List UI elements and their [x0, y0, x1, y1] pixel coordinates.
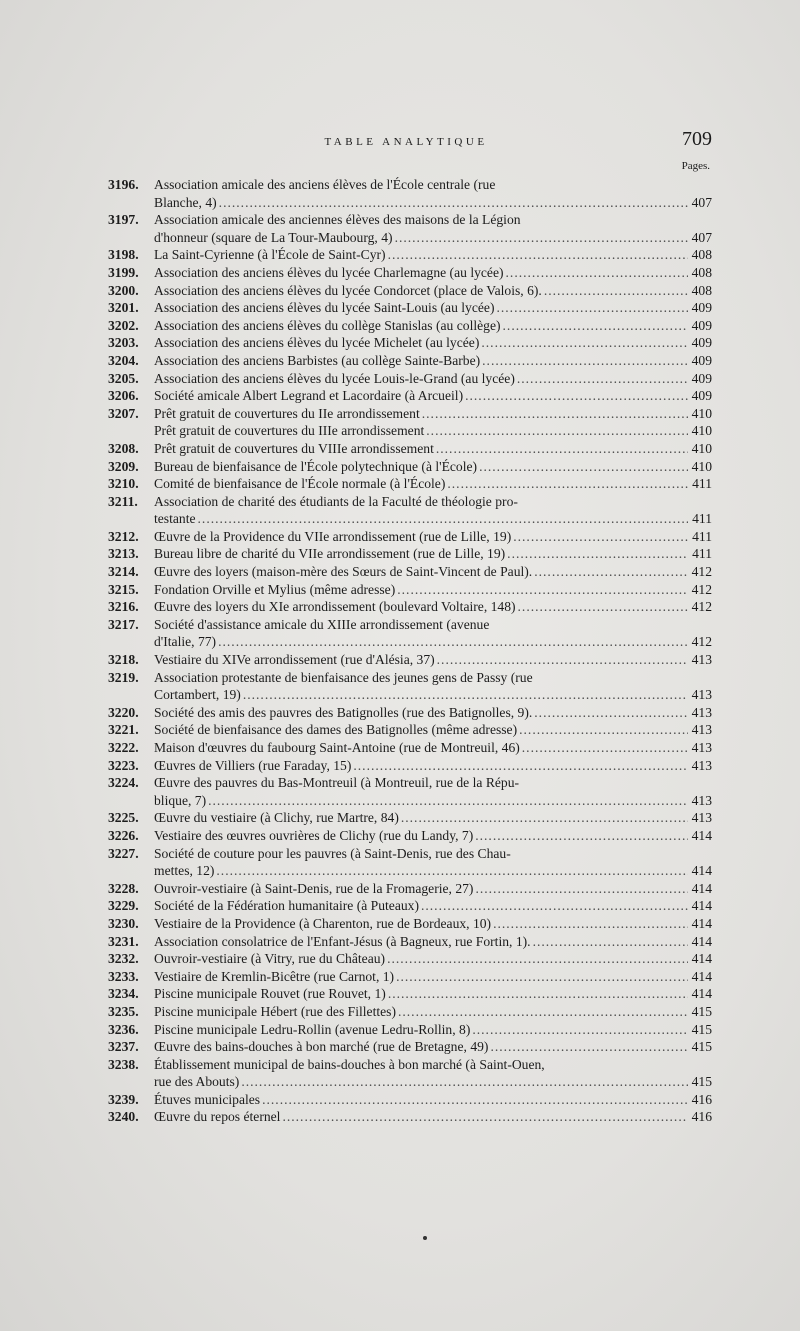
entry-text: mettes, 12) — [154, 863, 215, 879]
entry-text: Œuvre des loyers du XIe arrondissement (boulevard Voltaire, 148) — [154, 599, 516, 615]
entry-page-number: 414 — [691, 827, 712, 843]
index-entry — [108, 985, 712, 1003]
entry-page-number: 415 — [691, 1003, 712, 1019]
entry-text: Société de bienfaisance des dames des Batignolles (même adresse) — [154, 722, 518, 738]
entry-number: 3226. — [108, 827, 139, 843]
dot-leader — [436, 440, 688, 458]
entry-text: Association des anciens élèves du collège Stanislas (au collège) — [154, 317, 501, 333]
entry-page-number: 414 — [691, 915, 712, 931]
entry-page-number: 413 — [691, 810, 712, 826]
index-entry — [108, 334, 712, 352]
entry-text: d'Italie, 77) — [154, 634, 217, 650]
index-entry — [108, 1038, 712, 1056]
dot-leader — [490, 1038, 688, 1056]
entry-text: Prêt gratuit de couvertures du IIe arrondissement — [154, 405, 420, 421]
index-entry — [108, 1091, 712, 1109]
entry-page-number: 413 — [691, 722, 712, 738]
dot-leader — [519, 721, 688, 739]
entry-text: Œuvre des loyers (maison-mère des Sœurs de Saint-Vincent de Paul). — [154, 564, 533, 580]
entry-text: Association des anciens élèves du lycée Saint-Louis (au lycée) — [154, 300, 495, 316]
entry-text: Blanche, 4) — [154, 194, 217, 210]
entry-number: 3239. — [108, 1091, 139, 1107]
entry-leader-line — [154, 510, 712, 528]
entry-number: 3201. — [108, 300, 139, 316]
entry-number: 3237. — [108, 1039, 139, 1055]
entry-page-number: 409 — [691, 370, 712, 386]
index-entry — [108, 581, 712, 599]
entry-leader-line — [154, 334, 712, 352]
entry-page-number: 413 — [691, 740, 712, 755]
entry-number: 3218. — [108, 652, 139, 668]
entry-text-first-line: Société de couture pour les pauvres (à Saint-Denis, rue des Chau- — [154, 845, 511, 861]
entry-text: Association des anciens élèves du lycée Charlemagne (au lycée) — [154, 264, 504, 280]
entry-page-number: 408 — [691, 264, 712, 280]
entry-leader-line — [154, 563, 712, 581]
entry-number: 3214. — [108, 564, 139, 580]
entry-page-number: 407 — [691, 194, 712, 210]
page-number: 709 — [682, 128, 712, 150]
entry-text: Vestiaire de Kremlin-Bicêtre (rue Carnot, 1) — [154, 968, 395, 984]
dot-leader — [396, 968, 688, 986]
entry-number: 3232. — [108, 951, 139, 967]
dot-leader — [437, 651, 688, 669]
entry-number: 3198. — [108, 247, 139, 263]
ink-dot — [423, 1236, 427, 1240]
entry-page-number: 413 — [691, 757, 712, 773]
dot-leader — [513, 528, 688, 546]
index-entry — [108, 282, 712, 300]
entry-leader-line — [154, 264, 712, 282]
entry-leader-line — [154, 1091, 712, 1109]
entry-leader-line — [154, 475, 712, 493]
entry-page-number: 416 — [691, 1091, 712, 1107]
entry-leader-line — [154, 704, 712, 722]
index-entry — [108, 651, 712, 669]
entry-number: 3210. — [108, 476, 139, 492]
entry-leader-line — [154, 458, 712, 476]
entry-number: 3224. — [108, 775, 139, 791]
index-entry — [108, 493, 712, 528]
index-entry — [108, 475, 712, 493]
entry-text: Piscine municipale Hébert (rue des Fillettes) — [154, 1003, 396, 1019]
dot-leader — [482, 352, 688, 370]
entry-number: 3216. — [108, 599, 139, 615]
entry-leader-line — [154, 897, 712, 915]
page-header — [100, 128, 712, 158]
index-entry — [108, 721, 712, 739]
running-title: TABLE ANALYTIQUE — [324, 136, 488, 148]
index-entry-list — [108, 176, 712, 1126]
entry-number: 3231. — [108, 933, 139, 949]
entry-text: Piscine municipale Ledru-Rollin (avenue Ledru-Rollin, 8) — [154, 1021, 471, 1037]
index-entry — [108, 933, 712, 951]
entry-page-number: 414 — [691, 863, 712, 879]
dot-leader — [398, 1003, 688, 1021]
entry-text: Association des anciens élèves du lycée Michelet (au lycée) — [154, 335, 480, 351]
entry-leader-line — [154, 528, 712, 546]
entry-page-number: 410 — [691, 458, 712, 474]
entry-text: Association des anciens Barbistes (au collège Sainte-Barbe) — [154, 352, 481, 368]
entry-leader-line — [154, 299, 712, 317]
entry-page-number: 411 — [692, 511, 712, 527]
entry-number: 3230. — [108, 915, 139, 931]
entry-leader-line — [154, 1003, 712, 1021]
entry-page-number: 416 — [691, 1109, 712, 1125]
dot-leader — [472, 1021, 688, 1039]
index-entry — [108, 809, 712, 827]
entry-number: 3211. — [108, 493, 138, 509]
entry-number: 3225. — [108, 810, 139, 826]
entry-leader-line — [154, 317, 712, 335]
index-entry — [108, 405, 712, 423]
index-entry — [108, 264, 712, 282]
entry-text: Fondation Orville et Mylius (même adresse) — [154, 581, 396, 597]
entry-leader-line — [154, 915, 712, 933]
entry-leader-line — [154, 809, 712, 827]
dot-leader — [421, 897, 688, 915]
entry-number: 3223. — [108, 757, 139, 773]
entry-text: Société des amis des pauvres des Batignolles (rue des Batignolles, 9). — [154, 704, 533, 720]
entry-text: Prêt gratuit de couvertures du IIIe arrondissement — [154, 423, 425, 439]
entry-number: 3229. — [108, 898, 139, 914]
entry-text: Vestiaire des œuvres ouvrières de Clichy (rue du Landy, 7) — [154, 827, 474, 843]
entry-text-first-line: Société d'assistance amicale du XIIIe arrondissement (avenue — [154, 616, 490, 632]
index-entry — [108, 880, 712, 898]
entry-text: Association des anciens élèves du lycée Louis-le-Grand (au lycée) — [154, 370, 515, 386]
entry-page-number: 414 — [691, 898, 712, 914]
entry-text: Ouvroir-vestiaire (à Saint-Denis, rue de la Fromagerie, 27) — [154, 880, 474, 896]
entry-page-number: 409 — [691, 300, 712, 316]
entry-page-number: 414 — [691, 880, 712, 896]
index-entry — [108, 774, 712, 809]
entry-text-first-line: Association de charité des étudiants de la Faculté de théologie pro- — [154, 493, 518, 509]
entry-number: 3212. — [108, 528, 139, 544]
entry-page-number: 409 — [691, 352, 712, 368]
entry-text: Œuvre des bains-douches à bon marché (rue de Bretagne, 49) — [154, 1039, 489, 1055]
index-entry — [108, 528, 712, 546]
entry-page-number: 409 — [691, 388, 712, 404]
entry-text: Bureau libre de charité du VIIe arrondissement (rue de Lille, 19) — [154, 546, 506, 562]
entry-number: 3240. — [108, 1109, 139, 1125]
entry-number: 3199. — [108, 264, 139, 280]
entry-text-first-line: Association amicale des anciennes élèves des maisons de la Légion — [154, 212, 521, 228]
entry-leader-line — [154, 246, 712, 264]
dot-leader — [282, 1108, 688, 1126]
entry-text: Œuvre du vestiaire (à Clichy, rue Martre, 84) — [154, 810, 399, 826]
index-entry — [108, 739, 712, 757]
entry-number: 3208. — [108, 440, 139, 456]
entry-text: Vestiaire de la Providence (à Charenton, rue de Bordeaux, 10) — [154, 915, 492, 931]
index-entry — [108, 458, 712, 476]
dot-leader — [387, 950, 688, 968]
index-entry — [108, 317, 712, 335]
entry-page-number: 412 — [691, 634, 712, 650]
entry-text: Prêt gratuit de couvertures du VIIIe arrondissement — [154, 440, 434, 456]
entry-page-number: 407 — [691, 229, 712, 245]
entry-page-number: 415 — [691, 1039, 712, 1055]
entry-text: testante — [154, 511, 196, 527]
entry-leader-line — [154, 545, 712, 563]
index-entry — [108, 370, 712, 388]
entry-leader-line — [154, 282, 712, 300]
entry-leader-line — [154, 1038, 712, 1056]
dot-leader — [401, 809, 688, 827]
entry-number: 3213. — [108, 546, 139, 562]
entry-leader-line — [154, 405, 712, 423]
entry-page-number: 411 — [692, 546, 712, 562]
entry-text: Piscine municipale Rouvet (rue Rouvet, 1) — [154, 986, 386, 1002]
entry-text: rue des Abouts) — [154, 1074, 240, 1090]
dot-leader — [479, 458, 688, 476]
entry-leader-line — [154, 933, 712, 951]
entry-leader-line — [154, 440, 712, 458]
entry-leader-line — [154, 1108, 712, 1126]
entry-text-first-line: Établissement municipal de bains-douches à bon marché (à Saint-Ouen, — [154, 1056, 545, 1072]
entry-number: 3217. — [108, 616, 139, 632]
dot-leader — [534, 704, 688, 722]
index-entry — [108, 897, 712, 915]
entry-text-first-line: Œuvre des pauvres du Bas-Montreuil (à Montreuil, rue de la Répu- — [154, 775, 520, 791]
entry-leader-line — [154, 792, 712, 810]
entry-text: blique, 7) — [154, 792, 207, 808]
index-entry — [108, 211, 712, 246]
entry-page-number: 412 — [691, 599, 712, 615]
entry-page-number: 410 — [691, 423, 712, 439]
entry-page-number: 415 — [691, 1074, 712, 1090]
index-entry — [108, 616, 712, 651]
dot-leader — [395, 229, 688, 247]
entry-number: 3234. — [108, 986, 139, 1002]
dot-leader — [475, 880, 688, 898]
entry-leader-line — [154, 422, 712, 440]
entry-number: 3228. — [108, 880, 139, 896]
entry-text: Société de la Fédération humanitaire (à Puteaux) — [154, 898, 419, 914]
entry-text: Œuvres de Villiers (rue Faraday, 15) — [154, 757, 352, 773]
dot-leader — [243, 686, 688, 704]
entry-number: 3204. — [108, 352, 139, 368]
index-entry — [108, 968, 712, 986]
dot-leader — [493, 915, 688, 933]
entry-page-number: 415 — [691, 1021, 712, 1037]
entry-page-number: 414 — [691, 951, 712, 967]
dot-leader — [218, 633, 688, 651]
entry-number: 3206. — [108, 388, 139, 404]
entry-page-number: 413 — [691, 687, 712, 703]
entry-number: 3209. — [108, 458, 139, 474]
entry-leader-line — [154, 229, 712, 247]
dot-leader — [517, 370, 688, 388]
entry-leader-line — [154, 387, 712, 405]
dot-leader — [216, 862, 688, 880]
index-entry — [108, 950, 712, 968]
entry-leader-line — [154, 633, 712, 651]
entry-number: 3219. — [108, 669, 139, 685]
entry-number: 3207. — [108, 405, 139, 421]
entry-text: Maison d'œuvres du faubourg Saint-Antoine (rue de Montreuil, 46) — [154, 740, 520, 755]
entry-number: 3221. — [108, 722, 139, 738]
entry-number: 3196. — [108, 177, 139, 192]
dot-leader — [353, 757, 688, 775]
index-entry — [108, 387, 712, 405]
index-entry — [108, 757, 712, 775]
index-entry — [108, 440, 712, 458]
entry-leader-line — [154, 721, 712, 739]
entry-text: Étuves municipales — [154, 1091, 261, 1107]
entry-leader-line — [154, 950, 712, 968]
index-entry — [108, 1003, 712, 1021]
entry-page-number: 412 — [691, 581, 712, 597]
index-entry — [108, 176, 712, 211]
index-entry — [108, 1056, 712, 1091]
dot-leader — [496, 299, 688, 317]
dot-leader — [481, 334, 688, 352]
dot-leader — [208, 792, 688, 810]
entry-text: Association consolatrice de l'Enfant-Jésus (à Bagneux, rue Fortin, 1). — [154, 933, 531, 949]
dot-leader — [198, 510, 688, 528]
entry-leader-line — [154, 686, 712, 704]
entry-number: 3236. — [108, 1021, 139, 1037]
entry-page-number: 412 — [691, 564, 712, 580]
entry-number: 3220. — [108, 704, 139, 720]
entry-page-number: 413 — [691, 792, 712, 808]
dot-leader — [397, 581, 688, 599]
entry-number: 3215. — [108, 581, 139, 597]
entry-leader-line — [154, 194, 712, 212]
index-entry — [108, 845, 712, 880]
dot-leader — [465, 387, 688, 405]
entry-leader-line — [154, 739, 712, 757]
entry-number: 3197. — [108, 212, 139, 228]
entry-leader-line — [154, 651, 712, 669]
entry-leader-line — [154, 1021, 712, 1039]
entry-page-number: 413 — [691, 704, 712, 720]
index-entry — [108, 915, 712, 933]
dot-leader — [522, 739, 688, 757]
dot-leader — [534, 563, 688, 581]
entry-leader-line — [154, 370, 712, 388]
entry-page-number: 408 — [691, 247, 712, 263]
entry-page-number: 409 — [691, 335, 712, 351]
dot-leader — [533, 933, 688, 951]
entry-page-number: 410 — [691, 405, 712, 421]
dot-leader — [447, 475, 688, 493]
entry-text: Comité de bienfaisance de l'École normale (à l'École) — [154, 476, 446, 492]
index-entry — [108, 422, 712, 440]
index-entry — [108, 669, 712, 704]
entry-number: 3233. — [108, 968, 139, 984]
entry-number: 3238. — [108, 1056, 139, 1072]
dot-leader — [544, 282, 688, 300]
entry-page-number: 409 — [691, 317, 712, 333]
dot-leader — [262, 1091, 688, 1109]
entry-text: Œuvre de la Providence du VIIe arrondissement (rue de Lille, 19) — [154, 528, 512, 544]
entry-text: La Saint-Cyrienne (à l'École de Saint-Cyr) — [154, 247, 386, 263]
dot-leader — [219, 194, 688, 212]
entry-page-number: 413 — [691, 652, 712, 668]
pages-column-label: Pages. — [681, 160, 710, 172]
index-entry — [108, 352, 712, 370]
entry-number: 3202. — [108, 317, 139, 333]
index-entry — [108, 1108, 712, 1126]
entry-text: Œuvre du repos éternel — [154, 1109, 281, 1125]
entry-text-first-line: Association amicale des anciens élèves de l'École centrale (rue — [154, 177, 496, 192]
entry-text: Vestiaire du XIVe arrondissement (rue d'Alésia, 37) — [154, 652, 435, 668]
entry-page-number: 408 — [691, 282, 712, 298]
index-entry — [108, 545, 712, 563]
entry-leader-line — [154, 352, 712, 370]
entry-text: d'honneur (square de La Tour-Maubourg, 4) — [154, 229, 393, 245]
entry-text: Cortambert, 19) — [154, 687, 241, 703]
entry-text: Bureau de bienfaisance de l'École polytechnique (à l'École) — [154, 458, 478, 474]
entry-leader-line — [154, 985, 712, 1003]
entry-leader-line — [154, 968, 712, 986]
index-entry — [108, 299, 712, 317]
entry-text: Association des anciens élèves du lycée Condorcet (place de Valois, 6). — [154, 282, 542, 298]
entry-number: 3200. — [108, 282, 139, 298]
index-entry — [108, 827, 712, 845]
dot-leader — [507, 545, 688, 563]
dot-leader — [475, 827, 688, 845]
index-entry — [108, 598, 712, 616]
dot-leader — [518, 598, 688, 616]
entry-number: 3235. — [108, 1003, 139, 1019]
dot-leader — [506, 264, 688, 282]
entry-page-number: 410 — [691, 440, 712, 456]
dot-leader — [388, 985, 688, 1003]
entry-leader-line — [154, 757, 712, 775]
dot-leader — [388, 246, 688, 264]
index-entry — [108, 1021, 712, 1039]
entry-leader-line — [154, 862, 712, 880]
entry-text-first-line: Association protestante de bienfaisance des jeunes gens de Passy (rue — [154, 669, 533, 685]
entry-page-number: 411 — [692, 476, 712, 492]
entry-page-number: 411 — [692, 528, 712, 544]
entry-number: 3222. — [108, 740, 139, 755]
dot-leader — [503, 317, 688, 335]
entry-leader-line — [154, 1073, 712, 1091]
index-entry — [108, 246, 712, 264]
entry-text: Société amicale Albert Legrand et Lacordaire (à Arcueil) — [154, 388, 464, 404]
entry-number: 3203. — [108, 335, 139, 351]
entry-page-number: 414 — [691, 986, 712, 1002]
entry-leader-line — [154, 827, 712, 845]
dot-leader — [241, 1073, 688, 1091]
dot-leader — [426, 422, 688, 440]
index-entry — [108, 704, 712, 722]
entry-text: Ouvroir-vestiaire (à Vitry, rue du Château) — [154, 951, 386, 967]
index-entry — [108, 563, 712, 581]
entry-page-number: 414 — [691, 933, 712, 949]
entry-leader-line — [154, 598, 712, 616]
entry-leader-line — [154, 581, 712, 599]
entry-number: 3227. — [108, 845, 139, 861]
entry-leader-line — [154, 880, 712, 898]
entry-number: 3205. — [108, 370, 139, 386]
entry-page-number: 414 — [691, 968, 712, 984]
dot-leader — [422, 405, 688, 423]
